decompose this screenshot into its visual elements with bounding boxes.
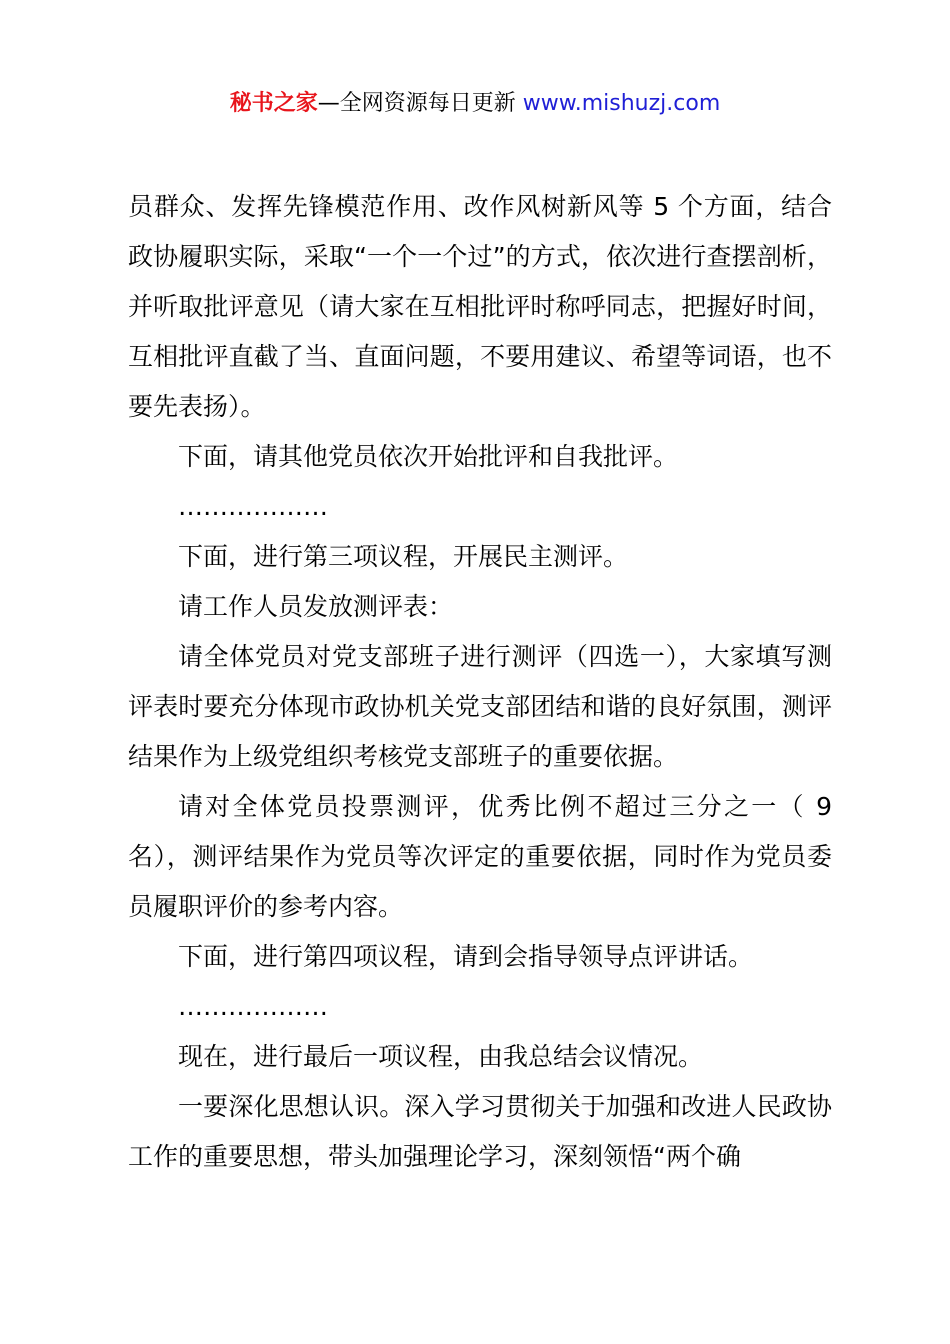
paragraph-7: 下面，进行第四项议程，请到会指导领导点评讲话。 — [178, 942, 754, 971]
brand-name: 秘书之家 — [229, 91, 318, 116]
header-url-link[interactable]: www.mishuzj.com — [522, 91, 721, 116]
paragraph-9: 一要深化思想认识。深入学习贯彻关于加强和改进人民政协工作的重要思想，带头加强理论学习，深刻领悟“两个确 — [128, 1092, 832, 1171]
paragraph-3: 下面，进行第三项议程，开展民主测评。 — [178, 542, 629, 571]
header-slogan: —全网资源每日更新 — [317, 91, 523, 116]
page-header — [0, 88, 950, 120]
document-body — [128, 182, 832, 1182]
paragraph-4: 请工作人员发放测评表： — [178, 592, 454, 621]
paragraph-6: 请对全体党员投票测评，优秀比例不超过三分之一（ 9 名），测评结果作为党员等次评定的重要依据，同时作为党员委员履职评价的参考内容。 — [128, 792, 832, 921]
paragraph-8: 现在，进行最后一项议程，由我总结会议情况。 — [178, 1042, 704, 1071]
ellipsis-line-2: ……………… — [178, 992, 328, 1021]
paragraph-5: 请全体党员对党支部班子进行测评（四选一），大家填写测评表时要充分体现市政协机关党支部团结和谐的良好氛围，测评结果作为上级党组织考核党支部班子的重要依据。 — [128, 642, 832, 771]
ellipsis-line-1: ……………… — [178, 492, 328, 521]
paragraph-1: 员群众、发挥先锋模范作用、改作风树新风等 5 个方面，结合政协履职实际，采取“一个一个过”的方式，依次进行查摆剖析，并听取批评意见（请大家在互相批评时称呼同志，把握好时间，互相批评直截了当、直面问题，不要用建议、希望等词语，也不要先表扬）。 — [128, 192, 832, 421]
paragraph-2: 下面，请其他党员依次开始批评和自我批评。 — [178, 442, 679, 471]
